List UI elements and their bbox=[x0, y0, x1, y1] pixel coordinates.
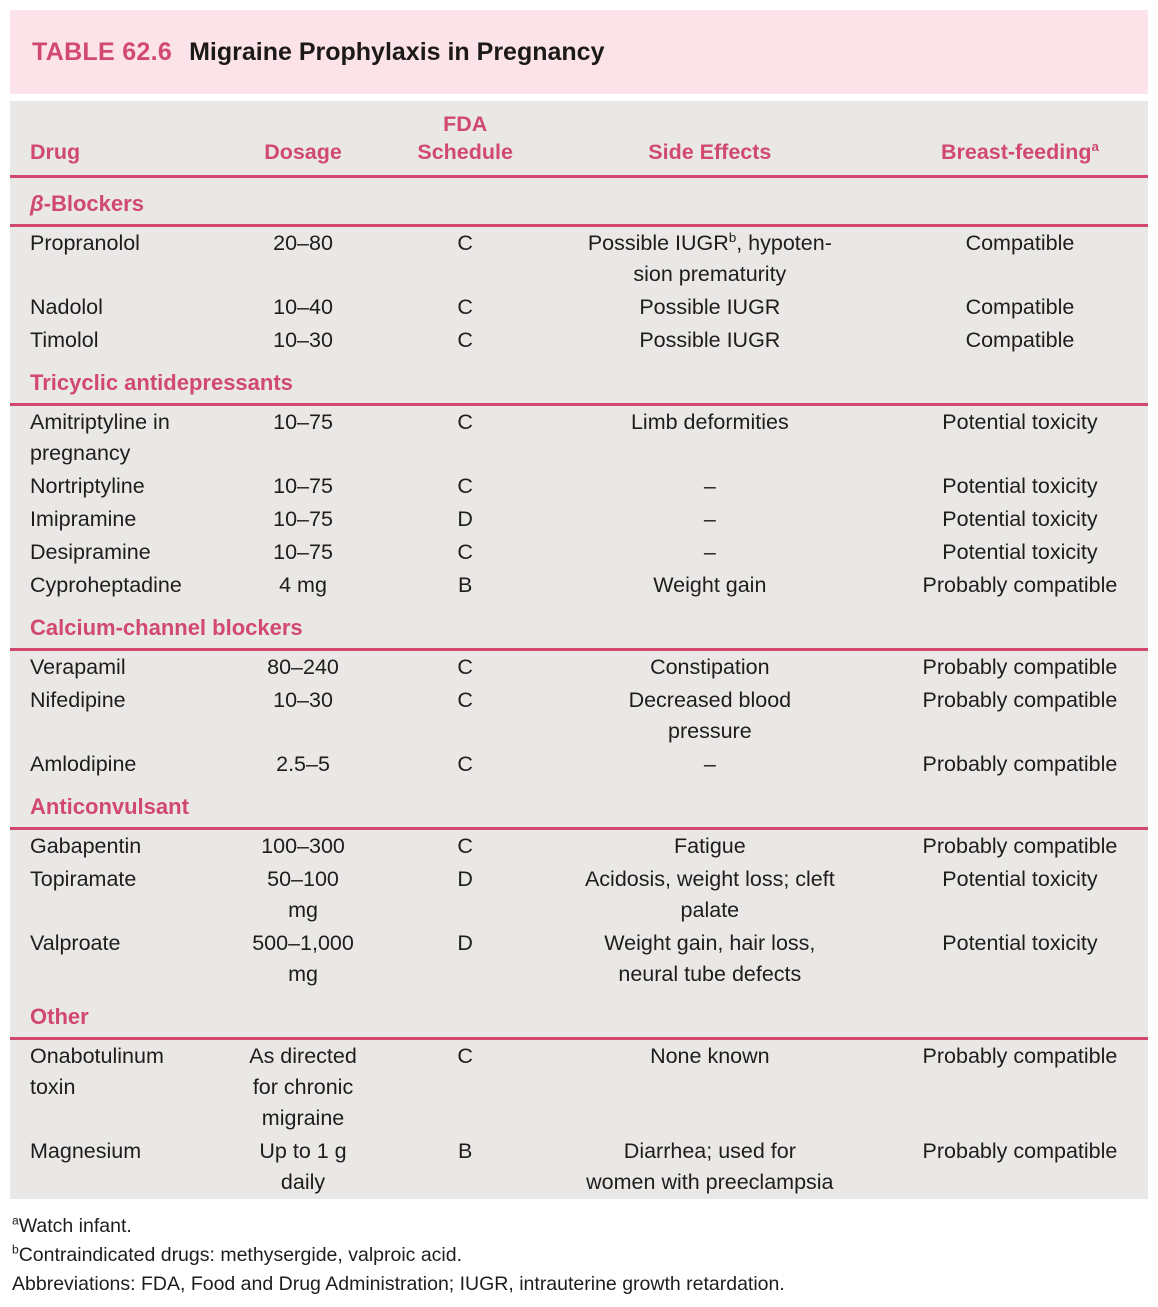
side-effects-cell: Possible IUGR$^b$, hypoten- sion prematurity bbox=[587, 229, 832, 286]
dosage-cell: 10–30 bbox=[273, 688, 333, 712]
breast-feeding-cell: Probably compatible bbox=[922, 752, 1118, 776]
section-header-row bbox=[10, 781, 1148, 829]
side-effects-cell: Weight gain bbox=[653, 573, 767, 597]
breast-feeding-cell: Compatible bbox=[965, 231, 1075, 255]
drug-row bbox=[10, 536, 1148, 569]
drug-row bbox=[10, 927, 1148, 991]
drug-cell: Cyproheptadine bbox=[30, 573, 182, 597]
dosage-cell: 500–1,000 mg bbox=[252, 931, 354, 986]
table-body bbox=[10, 177, 1148, 1200]
dosage-cell: 20–80 bbox=[273, 231, 333, 255]
side-effects-cell: None known bbox=[650, 1044, 770, 1068]
fda-schedule-cell: C bbox=[457, 688, 473, 712]
fda-schedule-cell: C bbox=[457, 410, 473, 434]
drug-row bbox=[10, 405, 1148, 471]
fda-schedule-cell: C bbox=[457, 231, 473, 255]
breast-feeding-cell: Probably compatible bbox=[922, 834, 1118, 858]
fda-schedule-cell: C bbox=[457, 655, 473, 679]
fda-schedule-cell: C bbox=[457, 328, 473, 352]
section-title: Calcium-channel blockers bbox=[10, 602, 1148, 650]
fda-schedule-cell: C bbox=[457, 834, 473, 858]
section-title: Anticonvulsant bbox=[10, 781, 1148, 829]
fda-schedule-cell: B bbox=[458, 1139, 473, 1163]
dosage-cell: As directed for chronic migraine bbox=[249, 1044, 357, 1130]
breast-feeding-cell: Probably compatible bbox=[922, 573, 1118, 597]
fda-schedule-cell: D bbox=[457, 867, 473, 891]
side-effects-cell: Diarrhea; used for women with preeclampsia bbox=[586, 1139, 834, 1194]
drug-cell: Amitriptyline in pregnancy bbox=[30, 410, 170, 465]
dosage-cell: 4 mg bbox=[279, 573, 327, 597]
migraine-prophylaxis-table bbox=[10, 101, 1148, 1199]
dosage-cell: 10–40 bbox=[273, 295, 333, 319]
drug-cell: Amlodipine bbox=[30, 752, 137, 776]
drug-row bbox=[10, 829, 1148, 864]
drug-cell: Nortriptyline bbox=[30, 474, 145, 498]
drug-cell: Propranolol bbox=[30, 231, 140, 255]
side-effects-cell: Fatigue bbox=[673, 834, 746, 858]
side-effects-cell: Possible IUGR bbox=[639, 328, 781, 352]
drug-row bbox=[10, 470, 1148, 503]
column-header-fda-schedule: FDA Schedule bbox=[403, 101, 528, 177]
table-number: TABLE 62.6 bbox=[32, 37, 173, 66]
drug-row bbox=[10, 748, 1148, 781]
dosage-cell: 10–75 bbox=[273, 474, 333, 498]
section-title: Tricyclic antidepressants bbox=[10, 357, 1148, 405]
side-effects-cell: Weight gain, hair loss, neural tube defects bbox=[604, 931, 816, 986]
column-header-breast-feeding: Breast-feeding$^a$ bbox=[892, 101, 1148, 177]
breast-feeding-cell: Potential toxicity bbox=[942, 507, 1098, 531]
fda-schedule-cell: C bbox=[457, 752, 473, 776]
side-effects-cell: Limb deformities bbox=[630, 410, 789, 434]
section-title: Other bbox=[10, 991, 1148, 1039]
dosage-cell: 10–30 bbox=[273, 328, 333, 352]
drug-row bbox=[10, 503, 1148, 536]
fda-schedule-cell: D bbox=[457, 507, 473, 531]
table-title: Migraine Prophylaxis in Pregnancy bbox=[189, 37, 605, 66]
dosage-cell: Up to 1 g daily bbox=[259, 1139, 347, 1194]
side-effects-cell: – bbox=[703, 474, 716, 498]
drug-row bbox=[10, 291, 1148, 324]
column-header-dosage: Dosage bbox=[203, 101, 402, 177]
column-header-row bbox=[10, 101, 1148, 177]
breast-feeding-cell: Probably compatible bbox=[922, 655, 1118, 679]
fda-schedule-cell: C bbox=[457, 474, 473, 498]
breast-feeding-cell: Potential toxicity bbox=[942, 474, 1098, 498]
footnotes bbox=[10, 1212, 1148, 1299]
breast-feeding-cell: Probably compatible bbox=[922, 1139, 1118, 1163]
side-effects-cell: Decreased blood pressure bbox=[628, 688, 792, 743]
dosage-cell: 10–75 bbox=[273, 410, 333, 434]
column-header-side-effects: Side Effects bbox=[528, 101, 892, 177]
breast-feeding-cell: Probably compatible bbox=[922, 688, 1118, 712]
fda-schedule-cell: C bbox=[457, 295, 473, 319]
dosage-cell: 2.5–5 bbox=[276, 752, 330, 776]
column-header-drug: Drug bbox=[10, 101, 203, 177]
dosage-cell: 100–300 bbox=[261, 834, 345, 858]
section-header-row bbox=[10, 991, 1148, 1039]
section-header-row bbox=[10, 177, 1148, 226]
drug-cell: Magnesium bbox=[30, 1139, 142, 1163]
side-effects-cell: – bbox=[703, 540, 716, 564]
side-effects-cell: – bbox=[703, 752, 716, 776]
side-effects-cell: Possible IUGR bbox=[639, 295, 781, 319]
drug-row bbox=[10, 226, 1148, 292]
drug-row bbox=[10, 684, 1148, 748]
side-effects-cell: Constipation bbox=[650, 655, 770, 679]
drug-row bbox=[10, 324, 1148, 357]
drug-cell: Desipramine bbox=[30, 540, 151, 564]
drug-row bbox=[10, 1135, 1148, 1199]
dosage-cell: 50–100 mg bbox=[267, 867, 339, 922]
drug-cell: Nadolol bbox=[30, 295, 103, 319]
side-effects-cell: Acidosis, weight loss; cleft palate bbox=[584, 867, 835, 922]
table-title-bar bbox=[10, 10, 1148, 94]
footnote-watch-infant: $^a$Watch infant. bbox=[12, 1213, 132, 1237]
dosage-cell: 80–240 bbox=[267, 655, 339, 679]
footnote-abbreviations: Abbreviations: FDA, Food and Drug Administration; IUGR, intrauterine growth retardation. bbox=[12, 1273, 785, 1295]
drug-row bbox=[10, 863, 1148, 927]
footnote-contraindicated-drugs: $^b$Contraindicated drugs: methysergide, valproic acid. bbox=[12, 1242, 463, 1266]
section-header-row bbox=[10, 357, 1148, 405]
drug-cell: Verapamil bbox=[30, 655, 126, 679]
table-header bbox=[10, 101, 1148, 177]
breast-feeding-cell: Probably compatible bbox=[922, 1044, 1118, 1068]
breast-feeding-cell: Potential toxicity bbox=[942, 540, 1098, 564]
drug-cell: Nifedipine bbox=[30, 688, 126, 712]
drug-cell: Topiramate bbox=[30, 867, 137, 891]
breast-feeding-cell: Compatible bbox=[965, 328, 1075, 352]
drug-cell: Onabotulinum toxin bbox=[30, 1044, 164, 1099]
drug-cell: Valproate bbox=[30, 931, 121, 955]
drug-cell: Gabapentin bbox=[30, 834, 142, 858]
drug-row bbox=[10, 1039, 1148, 1136]
drug-cell: Timolol bbox=[30, 328, 99, 352]
fda-schedule-cell: C bbox=[457, 1044, 473, 1068]
fda-schedule-cell: C bbox=[457, 540, 473, 564]
breast-feeding-cell: Potential toxicity bbox=[942, 867, 1098, 891]
drug-row bbox=[10, 650, 1148, 685]
section-header-row bbox=[10, 602, 1148, 650]
fda-schedule-cell: D bbox=[457, 931, 473, 955]
fda-schedule-cell: B bbox=[458, 573, 473, 597]
dosage-cell: 10–75 bbox=[273, 507, 333, 531]
section-title: β-Blockers bbox=[10, 177, 1148, 226]
breast-feeding-cell: Potential toxicity bbox=[942, 410, 1098, 434]
drug-row bbox=[10, 569, 1148, 602]
drug-cell: Imipramine bbox=[30, 507, 137, 531]
side-effects-cell: – bbox=[703, 507, 716, 531]
dosage-cell: 10–75 bbox=[273, 540, 333, 564]
breast-feeding-cell: Compatible bbox=[965, 295, 1075, 319]
breast-feeding-cell: Potential toxicity bbox=[942, 931, 1098, 955]
